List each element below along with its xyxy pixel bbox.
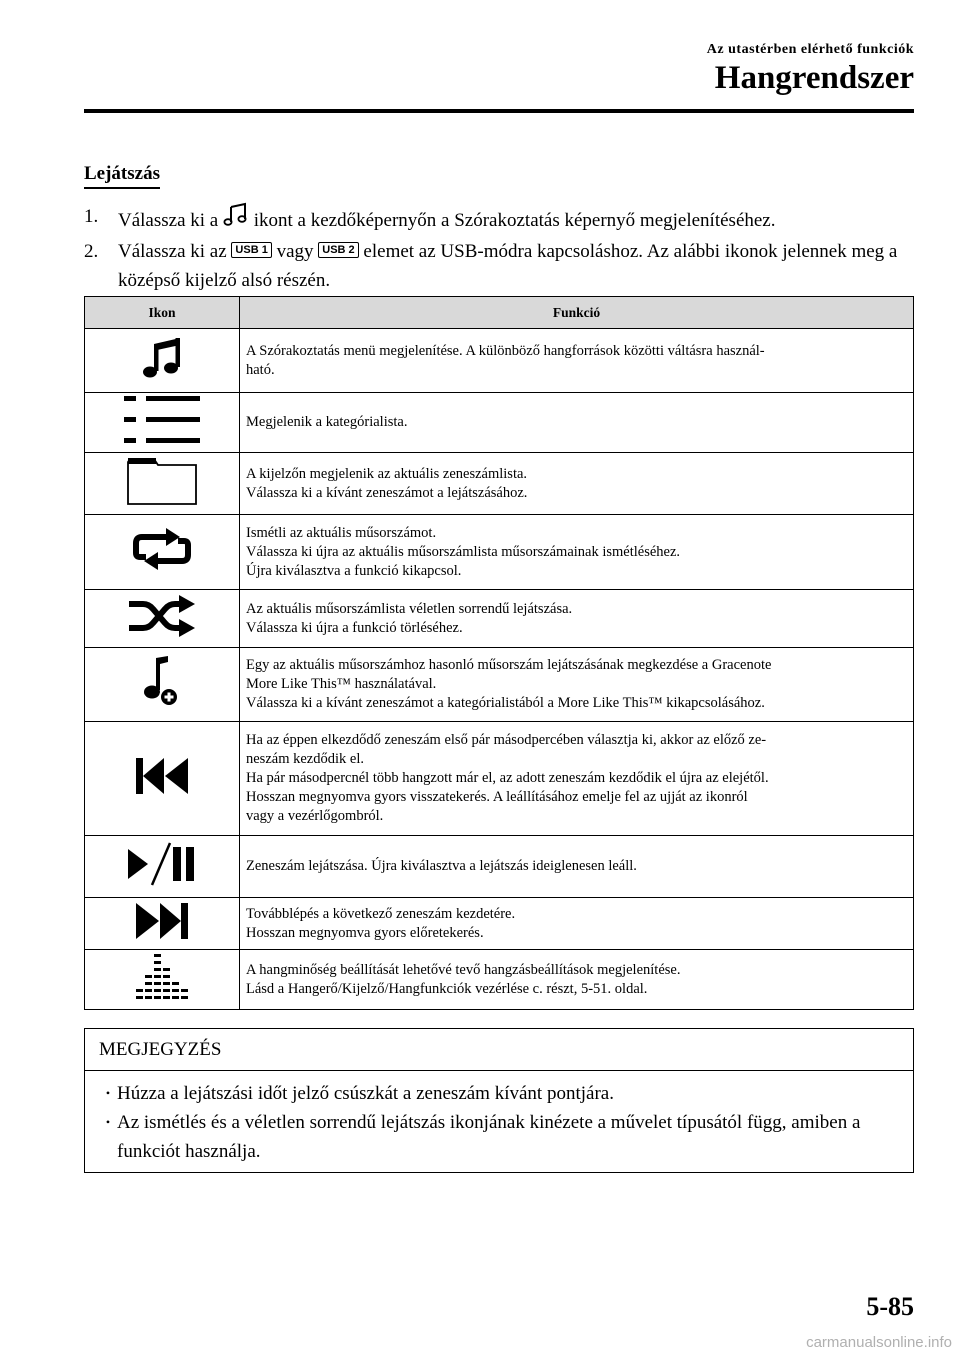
table-header-row xyxy=(85,297,914,329)
row-description: neszám kezdődik el. xyxy=(246,751,364,767)
table-row xyxy=(85,950,914,1010)
play-pause-icon xyxy=(126,875,198,891)
step-number: 2. xyxy=(84,241,99,262)
table-row xyxy=(85,898,914,950)
row-description: Válassza ki a kívánt zeneszámot a lejátszásához. xyxy=(246,484,528,501)
header-subtitle: Az utastérben elérhető funkciók xyxy=(706,42,914,57)
watermark: carmanualsonline.info xyxy=(806,1334,952,1351)
skip-back-icon xyxy=(134,784,190,800)
usb2-badge: USB 2 xyxy=(318,242,358,258)
table-row xyxy=(85,329,914,393)
list-icon xyxy=(122,434,202,450)
page-number: 5-85 xyxy=(866,1292,914,1321)
step-text: ikont a kezdőképernyőn a Szórakoztatás képernyő megjelenítéséhez. xyxy=(253,210,776,231)
list-item xyxy=(99,1079,899,1108)
row-description: Egy az aktuális műsorszámhoz hasonló műsorszám lejátszásának megkezdése a Gracenote xyxy=(246,657,772,673)
header-function: Funkció xyxy=(240,297,914,329)
step-text: Válassza ki az xyxy=(118,241,227,262)
bullet-icon: • xyxy=(105,1086,111,1100)
table-row xyxy=(85,515,914,590)
row-description: A hangminőség beállítását lehetővé tevő hangzásbeállítások megjelenítése. xyxy=(246,961,681,978)
step-text: vagy xyxy=(276,241,314,262)
row-description: Ismétli az aktuális műsorszámot. xyxy=(246,524,437,541)
table-row xyxy=(85,836,914,898)
step-text: elemet az USB-módra kapcsoláshoz. Az alábbi ikonok jelennek meg a középső kijelző alsó részén. xyxy=(118,241,898,291)
note-title: MEGJEGYZÉS xyxy=(85,1029,913,1071)
row-description: Megjelenik a kategórialista. xyxy=(246,414,408,430)
row-description: Hosszan megnyomva gyors előretekerés. xyxy=(246,924,484,941)
step-text: Válassza ki a xyxy=(118,210,219,231)
table-row xyxy=(85,393,914,453)
header-icon: Ikon xyxy=(85,297,240,329)
row-description: ható. xyxy=(246,361,275,378)
step-2 xyxy=(84,237,914,295)
note-item-text: Húzza a lejátszási időt jelző csúszkát a zeneszám kívánt pontjára. xyxy=(117,1083,614,1104)
shuffle-icon xyxy=(127,625,197,641)
row-description: Zeneszám lejátszása. Újra kiválasztva a lejátszás ideiglenesen leáll. xyxy=(246,858,637,874)
table-row xyxy=(85,648,914,722)
step-number: 1. xyxy=(84,206,99,227)
step-1 xyxy=(84,202,914,237)
list-item xyxy=(99,1108,899,1166)
skip-forward-icon xyxy=(134,929,190,945)
folder-icon xyxy=(126,494,198,510)
row-description: More Like This™ használatával. xyxy=(246,676,437,692)
row-description: A kijelzőn megjelenik az aktuális zeneszámlista. xyxy=(246,465,528,482)
bullet-icon: • xyxy=(105,1115,111,1129)
row-description: Hosszan megnyomva gyors visszatekerés. A leállításához emelje fel az ujját az ikonról xyxy=(246,789,748,805)
row-description: Válassza ki újra az aktuális műsorszámlista műsorszámainak ismétléséhez. xyxy=(246,543,681,560)
note-box xyxy=(84,1028,914,1173)
usb1-badge: USB 1 xyxy=(231,242,271,258)
row-description: Lásd a Hangerő/Kijelző/Hangfunkciók vezérlése c. részt, 5-51. oldal. xyxy=(246,980,648,997)
equalizer-icon xyxy=(132,990,192,1006)
row-description: vagy a vezérlőgombról. xyxy=(246,808,384,824)
note-item-text: Az ismétlés és a véletlen sorrendű lejátszás ikonjának kinézete a művelet típusától függ, amiben a funkciót használja. xyxy=(117,1112,861,1162)
table-row xyxy=(85,722,914,836)
row-description: Válassza ki a kívánt zeneszámot a kategórialistából a More Like This™ kikapcsolásához. xyxy=(246,695,765,711)
row-description: Újra kiválasztva a funkció kikapcsol. xyxy=(246,562,462,579)
row-description: Az aktuális műsorszámlista véletlen sorrendű lejátszása. xyxy=(246,600,573,617)
function-table xyxy=(84,296,914,1010)
row-description: A Szórakoztatás menü megjelenítése. A különböző hangforrások közötti váltásra használ- xyxy=(246,342,765,359)
table-row xyxy=(85,590,914,648)
row-description: Válassza ki újra a funkció törléséhez. xyxy=(246,619,463,636)
row-description: Ha pár másodpercnél több hangzott már el, az adott zeneszám kezdődik el újra az elejétől. xyxy=(246,770,769,786)
header-title: Hangrendszer xyxy=(714,60,914,96)
row-description: Továbblépés a következő zeneszám kezdetére. xyxy=(246,905,516,922)
row-description: Ha az éppen elkezdődő zeneszám első pár másodpercében választja ki, akkor az előző ze- xyxy=(246,732,767,748)
table-row xyxy=(85,453,914,515)
more-like-this-icon xyxy=(142,698,182,714)
steps-list xyxy=(84,202,914,295)
section-title: Lejátszás xyxy=(84,163,160,189)
music-note-icon xyxy=(140,370,184,386)
music-note-icon xyxy=(223,202,249,237)
page-header xyxy=(84,42,914,96)
repeat-icon xyxy=(132,559,192,575)
note-list xyxy=(85,1071,913,1172)
header-rule xyxy=(84,109,914,113)
